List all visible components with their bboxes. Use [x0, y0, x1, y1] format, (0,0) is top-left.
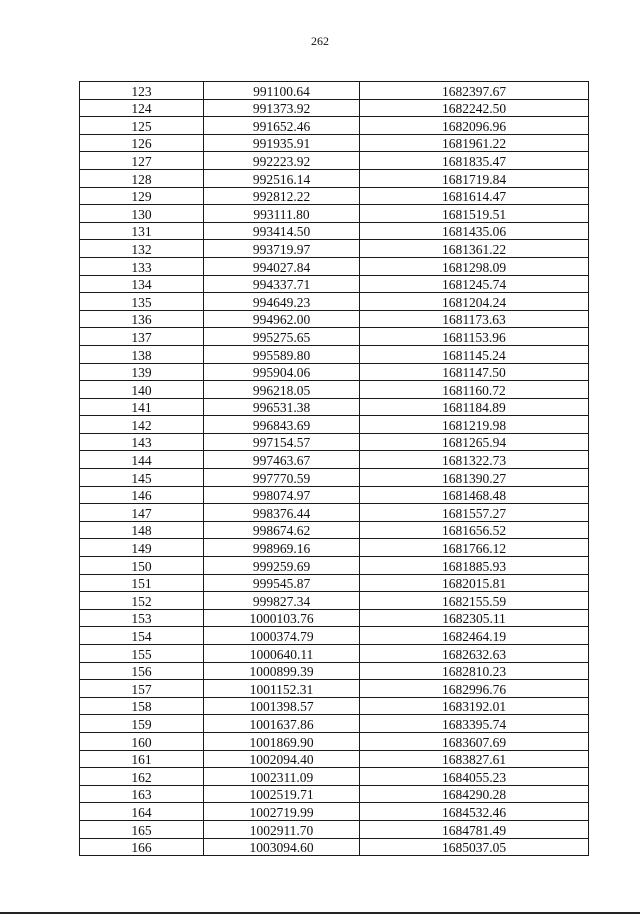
y-coordinate-cell: 1683827.61 — [360, 750, 589, 768]
y-coordinate-cell: 1681265.94 — [360, 433, 589, 451]
table-row — [80, 117, 589, 135]
point-number-cell: 159 — [80, 715, 204, 733]
table-row — [80, 293, 589, 311]
point-number-cell: 166 — [80, 838, 204, 856]
x-coordinate-cell: 993414.50 — [204, 222, 360, 240]
page-number: 262 — [311, 34, 329, 48]
table-row — [80, 398, 589, 416]
y-coordinate-cell: 1683192.01 — [360, 697, 589, 715]
x-coordinate-cell: 1001637.86 — [204, 715, 360, 733]
scan-bottom-edge — [0, 912, 640, 914]
table-row — [80, 539, 589, 557]
point-number-cell: 136 — [80, 310, 204, 328]
point-number-cell: 138 — [80, 345, 204, 363]
point-number-cell: 132 — [80, 240, 204, 258]
y-coordinate-cell: 1681766.12 — [360, 539, 589, 557]
point-number-cell: 151 — [80, 574, 204, 592]
table-row — [80, 486, 589, 504]
x-coordinate-cell: 998674.62 — [204, 521, 360, 539]
point-number-cell: 162 — [80, 768, 204, 786]
x-coordinate-cell: 1000640.11 — [204, 645, 360, 663]
y-coordinate-cell: 1681519.51 — [360, 205, 589, 223]
y-coordinate-cell: 1682810.23 — [360, 662, 589, 680]
table-row — [80, 662, 589, 680]
table-row — [80, 504, 589, 522]
table-row — [80, 557, 589, 575]
x-coordinate-cell: 1002719.99 — [204, 803, 360, 821]
table-row — [80, 451, 589, 469]
point-number-cell: 125 — [80, 117, 204, 135]
table-row — [80, 222, 589, 240]
table-row — [80, 152, 589, 170]
point-number-cell: 127 — [80, 152, 204, 170]
y-coordinate-cell: 1684055.23 — [360, 768, 589, 786]
x-coordinate-cell: 994962.00 — [204, 310, 360, 328]
y-coordinate-cell: 1681435.06 — [360, 222, 589, 240]
table-row — [80, 381, 589, 399]
point-number-cell: 152 — [80, 592, 204, 610]
table-body — [80, 82, 589, 856]
point-number-cell: 165 — [80, 820, 204, 838]
table-row — [80, 433, 589, 451]
y-coordinate-cell: 1681885.93 — [360, 557, 589, 575]
point-number-cell: 124 — [80, 99, 204, 117]
y-coordinate-cell: 1681719.84 — [360, 169, 589, 187]
y-coordinate-cell: 1681204.24 — [360, 293, 589, 311]
x-coordinate-cell: 991373.92 — [204, 99, 360, 117]
x-coordinate-cell: 992223.92 — [204, 152, 360, 170]
point-number-cell: 154 — [80, 627, 204, 645]
y-coordinate-cell: 1682397.67 — [360, 82, 589, 100]
x-coordinate-cell: 996218.05 — [204, 381, 360, 399]
table-row — [80, 310, 589, 328]
point-number-cell: 123 — [80, 82, 204, 100]
x-coordinate-cell: 1000374.79 — [204, 627, 360, 645]
y-coordinate-cell: 1681322.73 — [360, 451, 589, 469]
point-number-cell: 142 — [80, 416, 204, 434]
point-number-cell: 128 — [80, 169, 204, 187]
point-number-cell: 141 — [80, 398, 204, 416]
table-row — [80, 803, 589, 821]
table-row — [80, 275, 589, 293]
x-coordinate-cell: 1001869.90 — [204, 732, 360, 750]
x-coordinate-cell: 997463.67 — [204, 451, 360, 469]
x-coordinate-cell: 996531.38 — [204, 398, 360, 416]
point-number-cell: 134 — [80, 275, 204, 293]
table-row — [80, 574, 589, 592]
table-row — [80, 187, 589, 205]
y-coordinate-cell: 1682464.19 — [360, 627, 589, 645]
y-coordinate-cell: 1683607.69 — [360, 732, 589, 750]
x-coordinate-cell: 1000103.76 — [204, 609, 360, 627]
table-row — [80, 820, 589, 838]
y-coordinate-cell: 1682015.81 — [360, 574, 589, 592]
x-coordinate-cell: 992812.22 — [204, 187, 360, 205]
x-coordinate-cell: 994649.23 — [204, 293, 360, 311]
y-coordinate-cell: 1684290.28 — [360, 785, 589, 803]
point-number-cell: 153 — [80, 609, 204, 627]
point-number-cell: 130 — [80, 205, 204, 223]
y-coordinate-cell: 1684532.46 — [360, 803, 589, 821]
y-coordinate-cell: 1681298.09 — [360, 257, 589, 275]
y-coordinate-cell: 1681173.63 — [360, 310, 589, 328]
y-coordinate-cell: 1681153.96 — [360, 328, 589, 346]
y-coordinate-cell: 1681961.22 — [360, 134, 589, 152]
table-row — [80, 169, 589, 187]
x-coordinate-cell: 998074.97 — [204, 486, 360, 504]
point-number-cell: 144 — [80, 451, 204, 469]
x-coordinate-cell: 998376.44 — [204, 504, 360, 522]
point-number-cell: 161 — [80, 750, 204, 768]
table-row — [80, 521, 589, 539]
x-coordinate-cell: 997154.57 — [204, 433, 360, 451]
x-coordinate-cell: 993111.80 — [204, 205, 360, 223]
table-row — [80, 363, 589, 381]
table-row — [80, 680, 589, 698]
x-coordinate-cell: 992516.14 — [204, 169, 360, 187]
x-coordinate-cell: 1001152.31 — [204, 680, 360, 698]
point-number-cell: 157 — [80, 680, 204, 698]
x-coordinate-cell: 1002519.71 — [204, 785, 360, 803]
x-coordinate-cell: 994337.71 — [204, 275, 360, 293]
x-coordinate-cell: 991652.46 — [204, 117, 360, 135]
y-coordinate-cell: 1681656.52 — [360, 521, 589, 539]
point-number-cell: 133 — [80, 257, 204, 275]
y-coordinate-cell: 1681557.27 — [360, 504, 589, 522]
x-coordinate-cell: 991100.64 — [204, 82, 360, 100]
table-row — [80, 82, 589, 100]
x-coordinate-cell: 1002311.09 — [204, 768, 360, 786]
table-row — [80, 732, 589, 750]
y-coordinate-cell: 1681361.22 — [360, 240, 589, 258]
x-coordinate-cell: 999259.69 — [204, 557, 360, 575]
y-coordinate-cell: 1681160.72 — [360, 381, 589, 399]
x-coordinate-cell: 999545.87 — [204, 574, 360, 592]
point-number-cell: 140 — [80, 381, 204, 399]
x-coordinate-cell: 997770.59 — [204, 469, 360, 487]
table-row — [80, 645, 589, 663]
point-number-cell: 146 — [80, 486, 204, 504]
x-coordinate-cell: 998969.16 — [204, 539, 360, 557]
table-row — [80, 750, 589, 768]
y-coordinate-cell: 1683395.74 — [360, 715, 589, 733]
point-number-cell: 160 — [80, 732, 204, 750]
y-coordinate-cell: 1682632.63 — [360, 645, 589, 663]
x-coordinate-cell: 991935.91 — [204, 134, 360, 152]
point-number-cell: 163 — [80, 785, 204, 803]
point-number-cell: 145 — [80, 469, 204, 487]
table-row — [80, 257, 589, 275]
x-coordinate-cell: 999827.34 — [204, 592, 360, 610]
point-number-cell: 147 — [80, 504, 204, 522]
point-number-cell: 135 — [80, 293, 204, 311]
table-row — [80, 205, 589, 223]
y-coordinate-cell: 1681184.89 — [360, 398, 589, 416]
x-coordinate-cell: 996843.69 — [204, 416, 360, 434]
x-coordinate-cell: 993719.97 — [204, 240, 360, 258]
table-row — [80, 240, 589, 258]
point-number-cell: 137 — [80, 328, 204, 346]
point-number-cell: 158 — [80, 697, 204, 715]
y-coordinate-cell: 1682996.76 — [360, 680, 589, 698]
point-number-cell: 149 — [80, 539, 204, 557]
y-coordinate-cell: 1681835.47 — [360, 152, 589, 170]
x-coordinate-cell: 1002094.40 — [204, 750, 360, 768]
table-row — [80, 627, 589, 645]
point-number-cell: 164 — [80, 803, 204, 821]
x-coordinate-cell: 994027.84 — [204, 257, 360, 275]
x-coordinate-cell: 995589.80 — [204, 345, 360, 363]
point-number-cell: 148 — [80, 521, 204, 539]
y-coordinate-cell: 1682305.11 — [360, 609, 589, 627]
point-number-cell: 143 — [80, 433, 204, 451]
table-row — [80, 609, 589, 627]
table-row — [80, 697, 589, 715]
table-row — [80, 416, 589, 434]
table-row — [80, 768, 589, 786]
table-row — [80, 328, 589, 346]
y-coordinate-cell: 1682242.50 — [360, 99, 589, 117]
table-row — [80, 838, 589, 856]
y-coordinate-cell: 1681468.48 — [360, 486, 589, 504]
y-coordinate-cell: 1685037.05 — [360, 838, 589, 856]
y-coordinate-cell: 1681219.98 — [360, 416, 589, 434]
y-coordinate-cell: 1682155.59 — [360, 592, 589, 610]
x-coordinate-cell: 1002911.70 — [204, 820, 360, 838]
table-row — [80, 469, 589, 487]
y-coordinate-cell: 1681147.50 — [360, 363, 589, 381]
table-row — [80, 592, 589, 610]
y-coordinate-cell: 1682096.96 — [360, 117, 589, 135]
y-coordinate-cell: 1681390.27 — [360, 469, 589, 487]
point-number-cell: 156 — [80, 662, 204, 680]
table-row — [80, 715, 589, 733]
point-number-cell: 129 — [80, 187, 204, 205]
table-row — [80, 99, 589, 117]
y-coordinate-cell: 1681614.47 — [360, 187, 589, 205]
coordinate-table — [79, 81, 589, 856]
point-number-cell: 150 — [80, 557, 204, 575]
point-number-cell: 139 — [80, 363, 204, 381]
point-number-cell: 131 — [80, 222, 204, 240]
x-coordinate-cell: 995275.65 — [204, 328, 360, 346]
x-coordinate-cell: 1003094.60 — [204, 838, 360, 856]
y-coordinate-cell: 1681245.74 — [360, 275, 589, 293]
y-coordinate-cell: 1681145.24 — [360, 345, 589, 363]
x-coordinate-cell: 995904.06 — [204, 363, 360, 381]
point-number-cell: 126 — [80, 134, 204, 152]
y-coordinate-cell: 1684781.49 — [360, 820, 589, 838]
table-row — [80, 134, 589, 152]
point-number-cell: 155 — [80, 645, 204, 663]
table-row — [80, 345, 589, 363]
x-coordinate-cell: 1000899.39 — [204, 662, 360, 680]
x-coordinate-cell: 1001398.57 — [204, 697, 360, 715]
table-row — [80, 785, 589, 803]
